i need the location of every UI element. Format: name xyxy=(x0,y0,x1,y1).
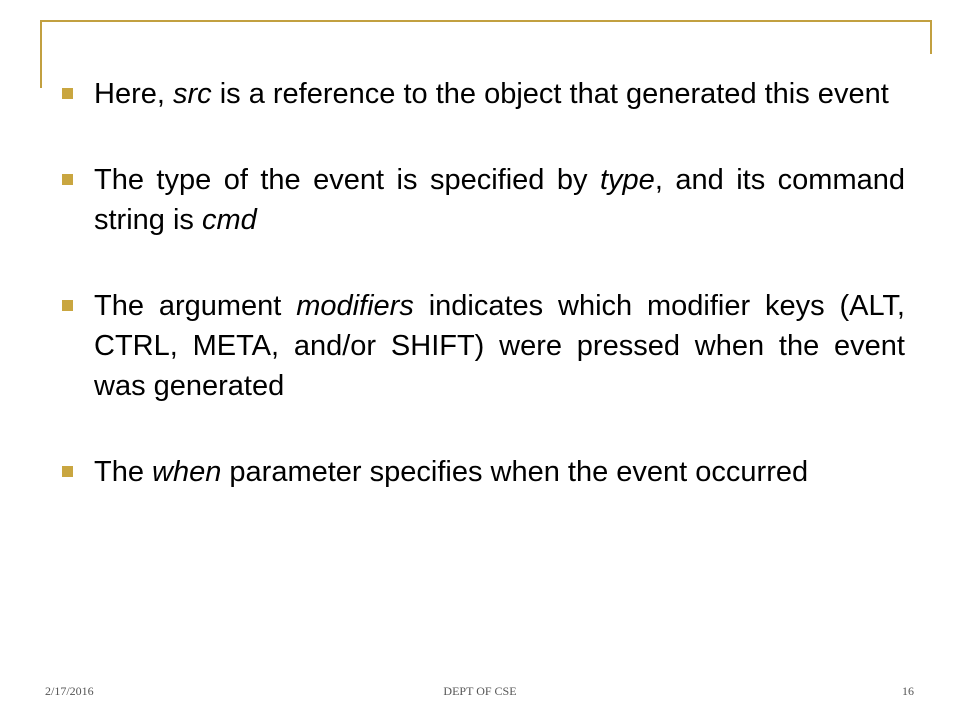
square-bullet-icon xyxy=(62,300,73,311)
square-bullet-icon xyxy=(62,466,73,477)
bullet-text-segment-italic: when xyxy=(152,456,222,488)
bullet-text-segment: The xyxy=(94,456,153,488)
bullet-text-segment: Here, xyxy=(94,78,173,110)
bullet-text-segment-italic: src xyxy=(172,78,212,110)
footer-page-number: 16 xyxy=(902,684,914,698)
slide-content xyxy=(60,74,905,492)
footer-department: DEPT OF CSE xyxy=(443,684,517,698)
square-bullet-icon xyxy=(62,174,73,185)
bullet-item xyxy=(60,286,905,406)
bullet-item xyxy=(60,160,905,240)
slide-frame-right-line xyxy=(930,20,932,54)
slide-frame-left-line xyxy=(40,20,42,88)
bullet-text-segment: , and its command string is xyxy=(94,164,905,236)
slide-frame-top-line xyxy=(40,20,932,22)
footer-date: 2/17/2016 xyxy=(45,684,94,698)
bullet-text-segment-italic: type xyxy=(600,164,655,196)
bullet-text-segment: The type of the event is specified by xyxy=(94,164,600,196)
bullet-item xyxy=(60,452,905,492)
bullet-text-segment-italic: cmd xyxy=(201,204,257,236)
bullet-item xyxy=(60,74,905,114)
bullet-text-segment-italic: modifiers xyxy=(296,290,414,322)
bullet-text-segment: The argument xyxy=(94,290,297,322)
bullet-text-segment: parameter specifies when the event occurred xyxy=(221,456,809,488)
bullet-text-segment: is a reference to the object that generated this event xyxy=(211,78,889,110)
bullet-text-segment: indicates which modifier keys (ALT, CTRL, META, and/or SHIFT) were pressed when the event was generated xyxy=(94,290,905,402)
square-bullet-icon xyxy=(62,88,73,99)
